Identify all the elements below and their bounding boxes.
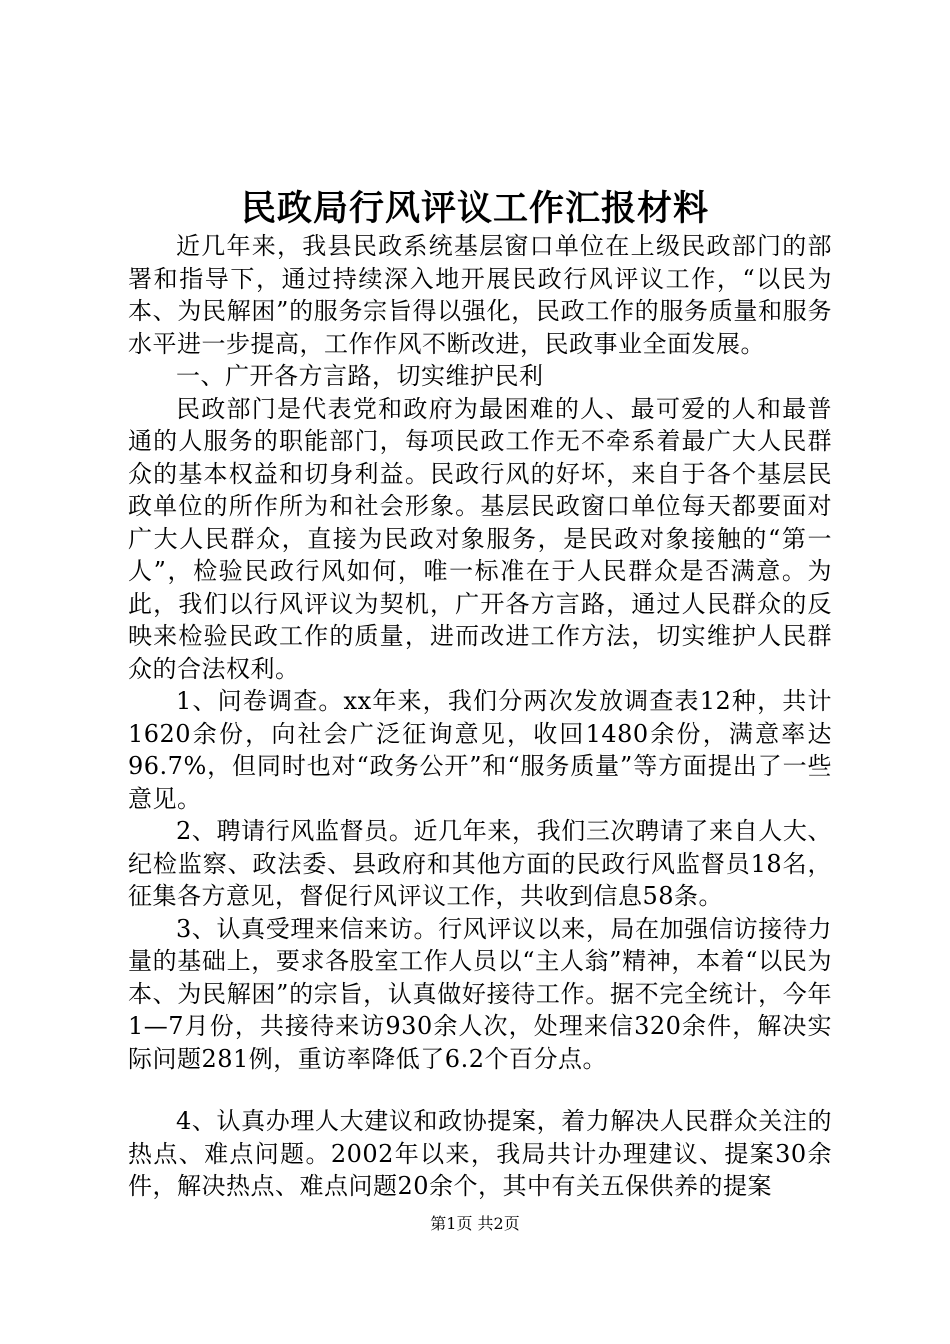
section-heading-1: 一、广开各方言路，切实维护民利 — [176, 362, 544, 390]
item-3-paragraph: 3、认真受理来信来访。行风评议以来，局在加强信访接待力量的基础上，要求各股室工作人员以“主人翁”精神，本着“以民为本、为民解困”的宗旨，认真做好接待工作。据不完全统计，今年1—7月份，共接待来访930余人次，处理来信320余件，解决实际问题281例，重访率降低了6.2个百分点。 — [128, 914, 832, 1073]
document-title: 民政局行风评议工作汇报材料 — [240, 188, 709, 229]
item-2-paragraph: 2、聘请行风监督员。近几年来，我们三次聘请了来自人大、纪检监察、政法委、县政府和其他方面的民政行风监督员18名，征集各方意见，督促行风评议工作，共收到信息58条。 — [128, 817, 832, 910]
document-body — [128, 230, 832, 1203]
item-4-paragraph: 4、认真办理人大建议和政协提案，着力解决人民群众关注的热点、难点问题。2002年以来，我局共计办理建议、提案30余件，解决热点、难点问题20余个，其中有关五保供养的提案 — [128, 1107, 832, 1200]
page-number-footer: 第1页 共2页 — [430, 1214, 520, 1233]
item-1-paragraph: 1、问卷调查。xx年来，我们分两次发放调查表12种，共计1620余份，向社会广泛征询意见，收回1480余份，满意率达96.7%，但同时也对“政务公开”和“服务质量”等方面提出了一些意见。 — [128, 687, 832, 813]
section-1-paragraph: 民政部门是代表党和政府为最困难的人、最可爱的人和最普通的人服务的职能部门，每项民政工作无不牵系着最广大人民群众的基本权益和切身利益。民政行风的好坏，来自于各个基层民政单位的所作所为和社会形象。基层民政窗口单位每天都要面对广大人民群众，直接为民政对象服务，是民政对象接触的“第一人”，检验民政行风如何，唯一标准在于人民群众是否满意。为此，我们以行风评议为契机，广开各方言路，通过人民群众的反映来检验民政工作的质量，进而改进工作方法，切实维护人民群众的合法权利。 — [128, 394, 832, 683]
intro-paragraph: 近几年来，我县民政系统基层窗口单位在上级民政部门的部署和指导下，通过持续深入地开展民政行风评议工作，“以民为本、为民解困”的服务宗旨得以强化，民政工作的服务质量和服务水平进一步提高，工作作风不断改进，民政事业全面发展。 — [128, 232, 832, 358]
